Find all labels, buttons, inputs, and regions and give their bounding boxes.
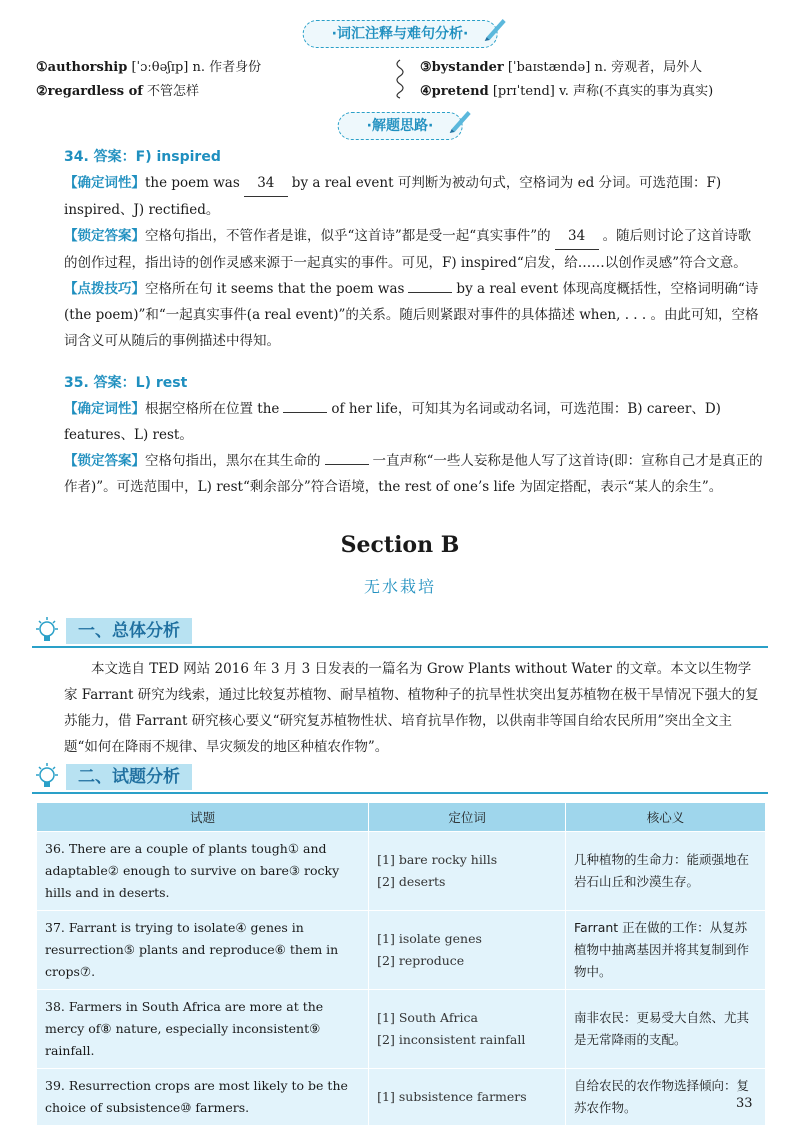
- overview-paragraph: 本文选自 TED 网站 2016 年 3 月 3 日发表的一篇名为 Grow Plants without Water 的文章。本文以生物学家 Farrant 研究为线索，通过比较复苏植物、耐旱植物、植物种子的抗旱性状突出复苏植物在极干旱情况下强大的复苏能力，借 Farrant 研究核心要义“研究复苏植物性状、培育抗旱作物，以供南非等国自给农民所用”突出全文主题“如何在降雨不规律、旱灾频发的地区种植农作物”。: [64, 661, 759, 755]
- text: 。随后则讨论了这首诗歌的创作过程，指出诗的创作灵感来源于一起真实的事件。可见，F) inspired“启发，给……以创作灵感”符合文意。: [64, 228, 752, 271]
- question-cell: 37. Farrant is trying to isolate④ genes in resurrection⑤ plants and reproduce⑥ them in crops⑦.: [37, 911, 369, 990]
- locator-cell: [369, 1069, 566, 1126]
- tag-label: 【点拨技巧】: [64, 281, 145, 297]
- q35-para-2: [64, 448, 764, 500]
- tag-label: 【锁定答案】: [64, 228, 145, 244]
- core-meaning-cell: Farrant 正在做的工作：从复苏植物中抽离基因并将其复制到作物中。: [565, 911, 765, 990]
- text: of her life，可知其为名词或动名词，可选范围：B) career、D) features、L) rest。: [64, 401, 721, 443]
- question-cell: 36. There are a couple of plants tough① and adaptable② enough to survive on bare③ rocky hills and in deserts.: [37, 832, 369, 911]
- section-title: Section B: [340, 532, 460, 558]
- pen-icon: [480, 13, 510, 43]
- heading-questions: [32, 762, 768, 794]
- tag-label: 【确定词性】: [64, 401, 145, 417]
- locator-word: [1] isolate genes: [377, 931, 482, 946]
- locator-word: [2] inconsistent rainfall: [377, 1032, 526, 1047]
- table-header: 核心义: [565, 803, 765, 832]
- locator-word: [1] South Africa: [377, 1010, 478, 1025]
- blank: 34: [244, 170, 288, 197]
- heading-overview-label: 一、总体分析: [66, 618, 192, 644]
- locator-cell: [369, 990, 566, 1069]
- blank: 34: [555, 223, 599, 250]
- vocab-item-4: [420, 80, 713, 99]
- table-header-row: [37, 803, 766, 832]
- locator-cell: [369, 911, 566, 990]
- page-number: 33: [736, 1096, 753, 1111]
- vocab-banner: [303, 20, 498, 48]
- divider-squiggle: [392, 58, 408, 100]
- vocab-def: [ˈbaɪstændə] n. 旁观者，局外人: [507, 60, 703, 75]
- core-meaning-cell: 南非农民：更易受大自然、尤其是无常降雨的支配。: [565, 990, 765, 1069]
- core-meaning-cell: 自给农民的农作物选择倾向：复苏农作物。: [565, 1069, 765, 1126]
- solve-banner: [338, 112, 463, 140]
- table-header: 定位词: [369, 803, 566, 832]
- text: the poem was: [145, 175, 240, 191]
- text: 一直声称“一些人妄称是他人写了这首诗(即：宣称自己才是真正的作者)”。可选范围中，L) rest“剩余部分”符合语境，the rest of one’s life 为固定搭配，表示“某人的余生”。: [64, 453, 763, 495]
- q35-block: [64, 370, 764, 500]
- table-row: [37, 990, 766, 1069]
- table-row: [37, 911, 766, 990]
- q34-para-1: [64, 170, 764, 223]
- vocab-word: ①authorship: [36, 60, 128, 75]
- section-subtitle: 无水栽培: [363, 577, 436, 596]
- table-row: [37, 832, 766, 911]
- q35-para-1: [64, 396, 764, 448]
- table-header: 试题: [37, 803, 369, 832]
- tag-label: 【锁定答案】: [64, 453, 145, 469]
- blank: [283, 412, 327, 413]
- lightbulb-icon: [32, 616, 62, 646]
- text: 空格句指出，不管作者是谁，似乎“这首诗”都是受一起“真实事件”的: [145, 228, 551, 244]
- lightbulb-icon: [32, 762, 62, 792]
- q34-block: [64, 144, 764, 354]
- heading-overview: [32, 616, 768, 648]
- core-meaning-cell: 几种植物的生命力：能顽强地在岩石山丘和沙漠生存。: [565, 832, 765, 911]
- blank: [408, 292, 452, 293]
- text: 空格所在句 it seems that the poem was: [145, 281, 405, 297]
- question-cell: 38. Farmers in South Africa are more at the mercy of⑧ nature, especially inconsistent⑨ rainfall.: [37, 990, 369, 1069]
- vocab-def: [prɪˈtend] v. 声称(不真实的事为真实): [492, 84, 714, 99]
- vocab-def: 不管怎样: [147, 84, 200, 99]
- text: 空格句指出，黑尔在其生命的: [145, 453, 321, 469]
- vocab-word: ④pretend: [420, 84, 489, 99]
- locator-cell: [369, 832, 566, 911]
- tag-label: 【确定词性】: [64, 175, 145, 191]
- vocab-banner-title: ·词汇注释与难句分析·: [331, 26, 469, 42]
- question-cell: 39. Resurrection crops are most likely to be the choice of subsistence⑩ farmers.: [37, 1069, 369, 1126]
- q34-answer: 34. 答案：F) inspired: [64, 149, 221, 165]
- vocab-item-1: [36, 56, 261, 75]
- locator-word: [2] reproduce: [377, 953, 465, 968]
- locator-word: [2] deserts: [377, 874, 446, 889]
- q34-para-2: [64, 223, 764, 276]
- blank: [325, 464, 369, 465]
- vocab-def: [ˈɔːθəʃɪp] n. 作者身份: [131, 60, 262, 75]
- pen-icon: [445, 105, 475, 135]
- q35-answer: 35. 答案：L) rest: [64, 375, 188, 391]
- locator-word: [1] bare rocky hills: [377, 852, 498, 867]
- heading-questions-label: 二、试题分析: [66, 764, 192, 790]
- vocab-word: ②regardless of: [36, 84, 143, 99]
- text: by a real event 体现高度概括性，空格词明确“诗(the poem)”和“一起真实事件(a real event)”的关系。随后则紧跟对事件的具体描述 when, . . . 。由此可知，空格词含义可从随后的事例描述中得知。: [64, 281, 759, 349]
- text: by a real event 可判断为被动句式，空格词为 ed 分词。可选范围：F) inspired、J) rectified。: [64, 175, 722, 218]
- text: 根据空格所在位置 the: [145, 401, 280, 417]
- vocab-item-2: [36, 80, 199, 99]
- locator-word: [1] subsistence farmers: [377, 1089, 527, 1104]
- table-row: [37, 1069, 766, 1126]
- vocab-item-3: [420, 56, 702, 75]
- vocab-word: ③bystander: [420, 60, 504, 75]
- question-table: [36, 802, 766, 1126]
- solve-banner-title: ·解题思路·: [366, 118, 434, 134]
- q34-para-3: [64, 276, 764, 354]
